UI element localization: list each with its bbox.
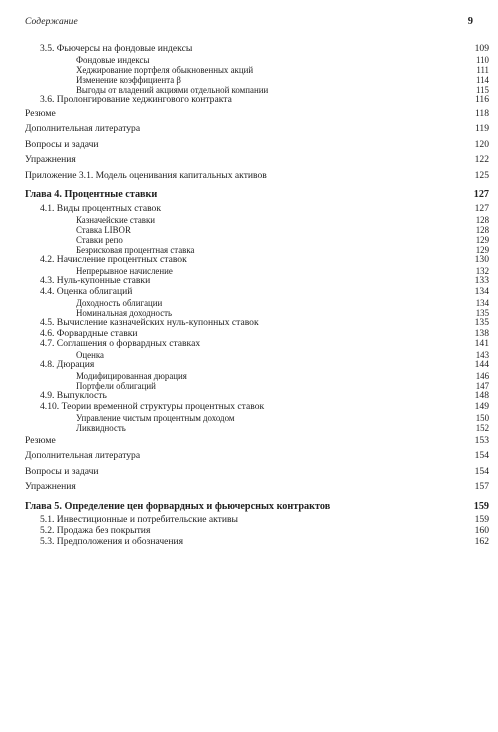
toc-entry-title: Управление чистым процентным доходом [76,412,235,423]
toc-entry-title: 4.4. Оценка облигаций [40,285,133,297]
toc-entry-page: 146 [475,370,489,381]
toc-entry-page: 162 [474,535,489,547]
toc-entry [25,106,489,122]
toc-entry [25,255,489,266]
toc-entry-page: 159 [474,514,489,526]
toc-subentry [25,65,489,75]
toc-entry-title: Дополнительная литература [25,123,141,135]
toc-entry-title: Резюме [25,107,56,119]
toc-entry-page: 134 [475,297,489,308]
toc-entry-page: 149 [474,400,489,412]
toc-subentry [25,350,489,360]
toc-entry-title: Хеджирование портфеля обыкновенных акций [76,64,254,75]
toc-entry-title: 4.3. Нуль-купонные ставки [40,274,151,286]
toc-entry-title: 4.6. Форвардные ставки [40,327,138,339]
toc-entry [25,168,489,184]
toc-entry-title: Вопросы и задачи [25,138,99,150]
toc-subentry [25,413,489,423]
toc-entry-title: Выгоды от владений акциями отдельной компании [76,85,269,96]
toc-entry-title: Доходность облигации [76,297,163,308]
toc-entry-title: 5.3. Предположения и обозначения [40,535,184,547]
toc-entry-page: 138 [474,327,489,339]
toc-entry-page: 128 [475,214,489,225]
toc-entry-title: Изменение коэффициента β [76,74,181,85]
toc-entry [25,402,489,413]
toc-entry [25,95,489,106]
toc-entry-title: Глава 4. Процентные ставки [25,189,158,201]
toc-entry-page: 160 [474,525,489,537]
toc-entry-page: 129 [475,234,489,245]
toc-entry-page: 154 [474,465,489,477]
toc-entry-title: Глава 5. Определение цен форвардных и фьючерсных контрактов [25,500,331,512]
toc-subentry [25,215,489,225]
toc-entry-title: Модифицированная дюрация [76,370,187,381]
toc-subentry [25,55,489,65]
toc-entry-page: 143 [475,350,489,361]
toc-entry [25,137,489,153]
toc-entry-page: 122 [474,154,489,166]
toc-entry-page: 157 [474,481,489,493]
toc-entry [25,287,489,298]
toc-entry-page: 114 [476,74,489,85]
toc-entry-page: 141 [474,338,489,350]
toc-entry [25,537,489,548]
toc-subentry [25,235,489,245]
toc-entry-title: Упражнения [25,481,76,493]
toc-chapter-heading [25,499,489,515]
toc-entry [25,360,489,371]
toc-entry-page: 116 [474,94,489,106]
toc-entry-page: 110 [476,54,489,65]
running-header-title: Содержание [25,17,78,27]
toc-entry [25,339,489,350]
toc-entry-title: 4.8. Дюрация [40,359,95,371]
toc-entry-page: 120 [474,138,489,150]
toc-entry [25,479,489,495]
toc-entry-page: 125 [474,169,489,181]
toc-entry-page: 127 [474,202,489,214]
toc-entry-page: 115 [476,85,489,96]
toc-entry-page: 148 [474,390,489,402]
toc-entry-page: 132 [475,265,489,276]
toc-entry-page: 154 [474,450,489,462]
toc-entry-title: Вопросы и задачи [25,465,99,477]
toc-entry-page: 135 [475,307,489,318]
toc-entry-title: Ставка LIBOR [76,224,131,235]
toc-entry-title: Упражнения [25,154,76,166]
toc-entry-page: 144 [474,359,489,371]
toc-entry-title: 4.10. Теории временной структуры процентных ставок [40,400,265,412]
toc-entry-title: Безрисковая процентная ставка [76,244,195,255]
toc-entry-page: 152 [475,422,489,433]
page-number: 9 [467,16,473,27]
toc-entry-page: 153 [474,434,489,446]
toc-entry-page: 150 [475,412,489,423]
toc-entry-title: Приложение 3.1. Модель оценивания капитальных активов [25,169,267,181]
toc-entry-title: Казначейские ставки [76,214,156,225]
toc-entry-title: Непрерывное начисление [76,265,173,276]
toc-entry-page: 128 [475,224,489,235]
toc-entry-title: Оценка [76,350,104,361]
toc-entry-page: 133 [474,274,489,286]
toc-subentry [25,298,489,308]
toc-entry [25,318,489,329]
toc-entry-page: 119 [474,123,489,135]
toc-entry-title: Ликвидность [76,422,126,433]
toc-entry-title: Дополнительная литература [25,450,141,462]
toc-entry-page: 127 [473,189,489,201]
toc-entry [25,204,489,215]
toc-entry-title: 3.6. Пролонгирование хеджингового контракта [40,94,232,106]
toc-entry-page: 118 [474,107,489,119]
toc-entry-page: 147 [475,381,489,392]
toc-entry-title: Резюме [25,434,56,446]
toc-entry-page: 134 [474,285,489,297]
toc-entry [25,152,489,168]
toc-subentry [25,225,489,235]
toc-entry-title: Номинальная доходность [76,307,173,318]
toc-entry-page: 159 [473,500,489,512]
toc-entry-title: 4.7. Соглашения о форвардных ставках [40,338,201,350]
toc-entry [25,448,489,464]
toc-subentry [25,371,489,381]
toc-entry-page: 129 [475,244,489,255]
toc-entry-title: Фондовые индексы [76,54,150,65]
toc-entry-page: 130 [474,254,489,266]
toc-subentry [25,423,489,433]
toc-entry-title: 5.1. Инвестиционные и потребительские активы [40,514,238,526]
toc-entry-page: 111 [476,64,489,75]
toc-entry-title: 4.1. Виды процентных ставок [40,202,162,214]
toc-entry-page: 109 [474,43,489,54]
toc-entry [25,121,489,137]
toc-subentry [25,75,489,85]
toc-entry-title: 4.2. Начисление процентных ставок [40,254,187,266]
toc-chapter-heading [25,187,489,203]
toc-entry-title: 5.2. Продажа без покрытия [40,525,151,537]
toc-entry-title: 3.5. Фьючерсы на фондовые индексы [40,43,193,54]
toc-entry [25,464,489,480]
toc-entry-title: Ставки репо [76,234,123,245]
toc-entry [25,433,489,449]
toc-entry-title: Портфели облигаций [76,381,156,392]
toc-entry-title: 4.5. Вычисление казначейских нуль-купонных ставок [40,316,259,328]
toc-entry-page: 135 [474,316,489,328]
toc-entry [25,44,489,55]
toc-entry-title: 4.9. Выпуклость [40,390,107,402]
table-of-contents [25,44,489,548]
running-header [25,17,473,29]
